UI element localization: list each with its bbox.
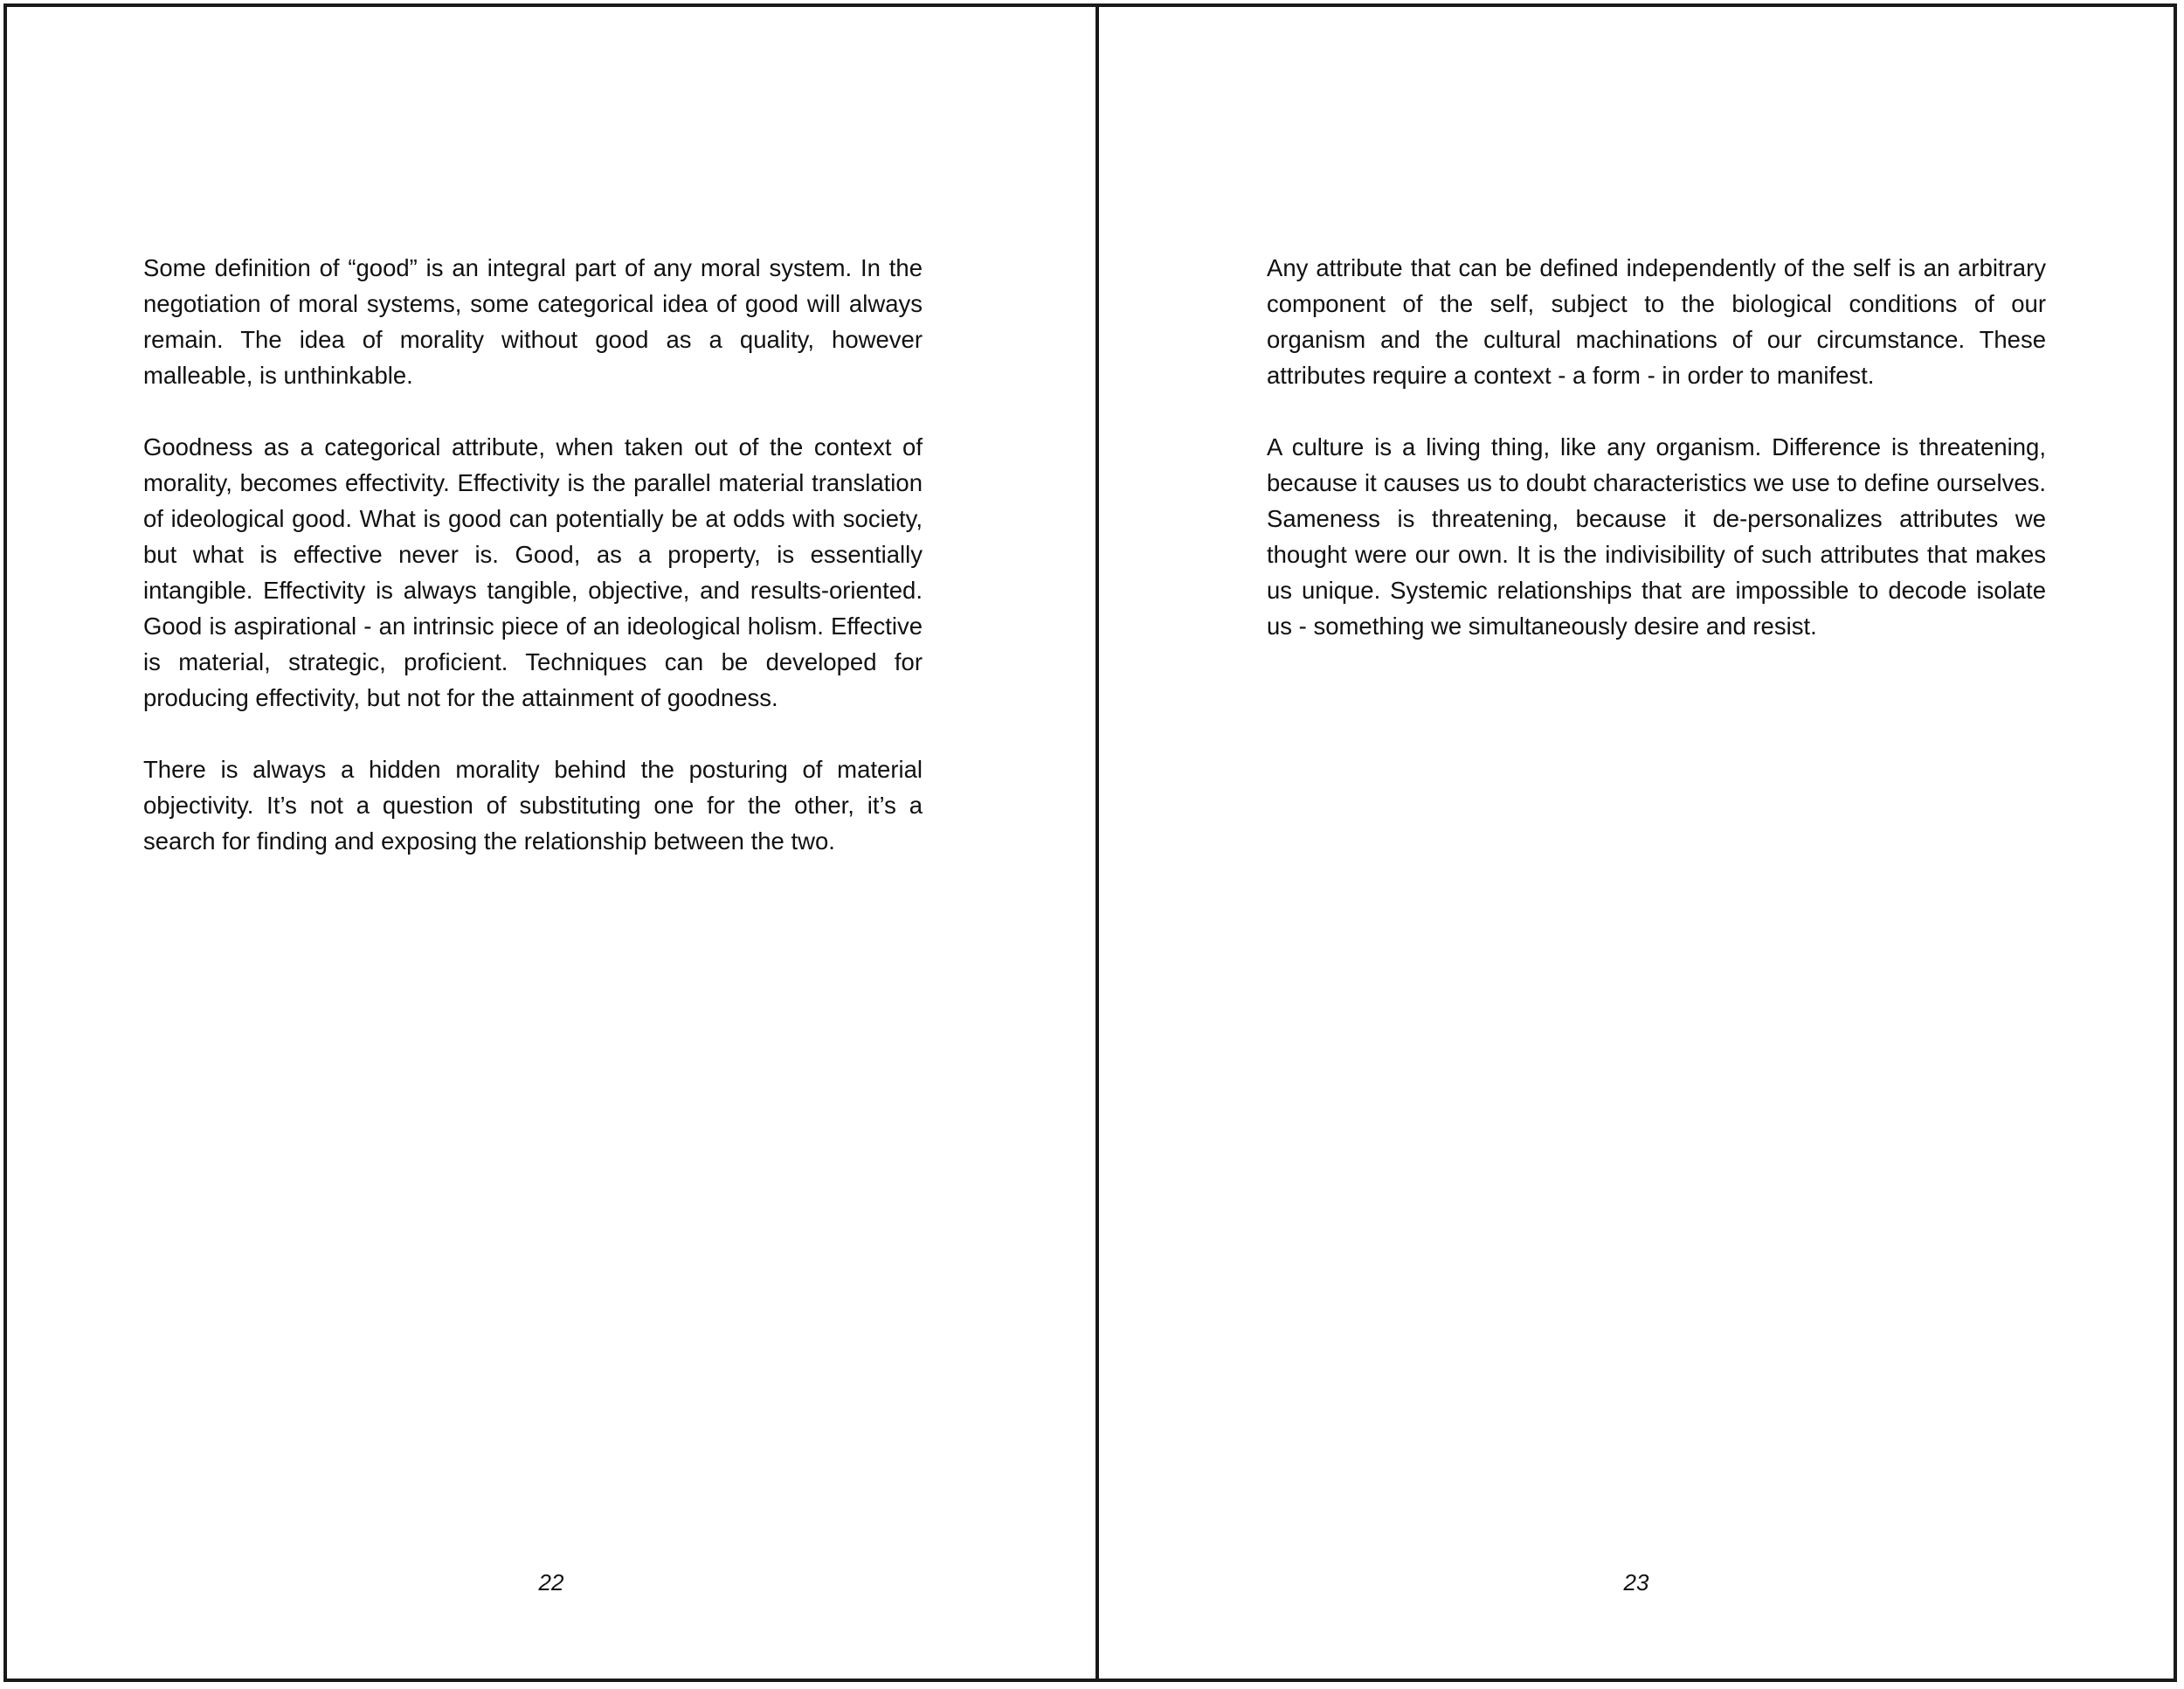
paragraph: Some definition of “good” is an integral part of any moral system. In the negotiation of moral systems, some categorical idea of good will always remain. The idea of morality without good as a quality, however malleable, is unthinkable. bbox=[143, 254, 923, 389]
page-number-left: 22 bbox=[538, 1569, 564, 1596]
page-number-right: 23 bbox=[1623, 1569, 1649, 1596]
right-page bbox=[1099, 7, 2174, 1679]
left-page bbox=[7, 7, 1099, 1679]
paragraph: A culture is a living thing, like any organism. Difference is threatening, because it causes us to doubt characteristics we use to define ourselves. Sameness is threatening, because it de-personalizes attributes we thought were our own. It is the indivisibility of such attributes that makes us unique. Systemic relationships that are impossible to decode isolate us - something we simultaneously desire and resist. bbox=[1267, 433, 2046, 640]
paragraph: Any attribute that can be defined independently of the self is an arbitrary component of the self, subject to the biological conditions of our organism and the cultural machinations of our circumstance. These attributes require a context - a form - in order to manifest. bbox=[1267, 254, 2046, 389]
right-page-body bbox=[1267, 250, 2046, 680]
paragraph: There is always a hidden morality behind the posturing of material objectivity. It’s not a question of substituting one for the other, it’s a search for finding and exposing the relationship between the two. bbox=[143, 756, 923, 855]
left-page-body bbox=[143, 250, 923, 895]
paragraph: Goodness as a categorical attribute, when taken out of the context of morality, becomes effectivity. Effectivity is the parallel material translation of ideological good. What is good can potentially be at odds with society, but what is effective never is. Good, as a property, is essentially intangible. Effectivity is always tangible, objective, and results-oriented. Good is aspirational - an intrinsic piece of an ideological holism. Effective is material, strategic, proficient. Techniques can be developed for producing effectivity, but not for the attainment of goodness. bbox=[143, 433, 923, 711]
book-spread bbox=[3, 3, 2177, 1682]
